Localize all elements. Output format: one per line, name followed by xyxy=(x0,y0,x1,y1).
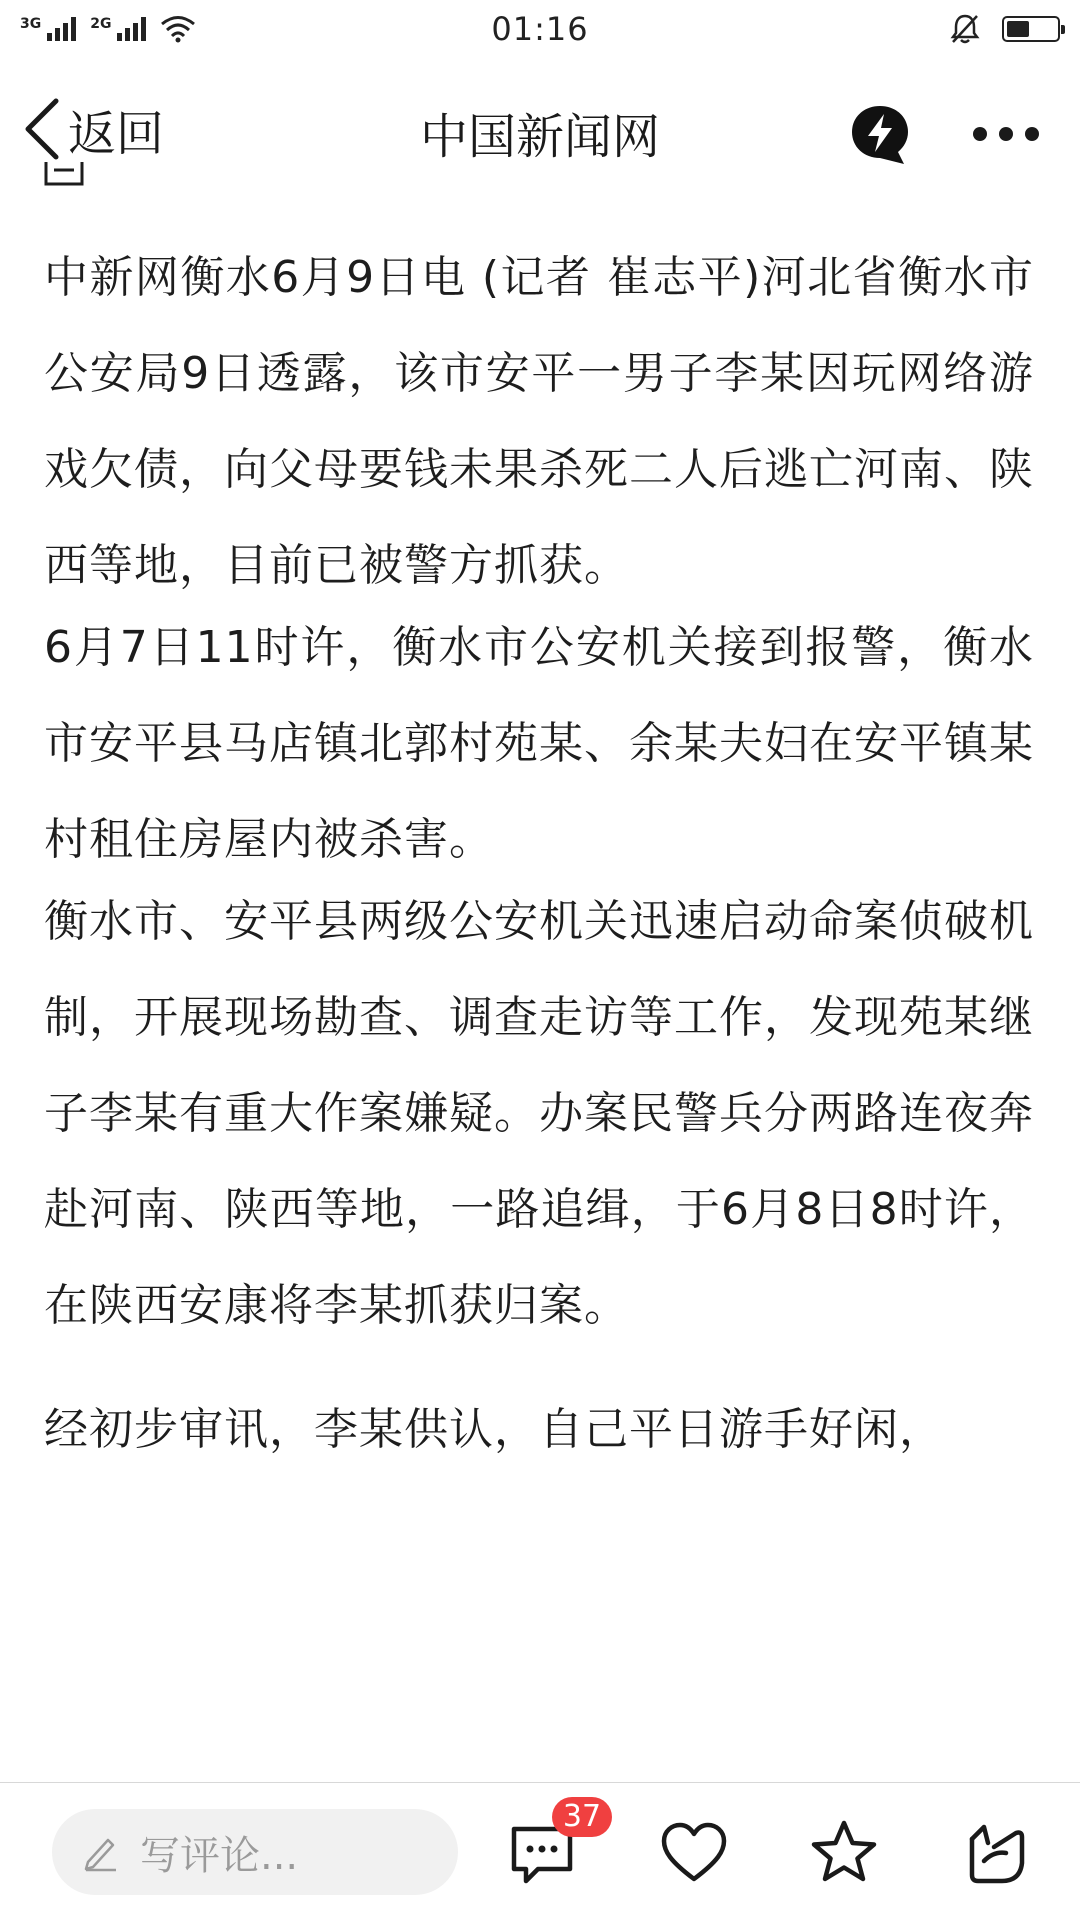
article-paragraph: 经初步审讯，李某供认，自己平日游手好闲， xyxy=(44,1404,944,1455)
back-label: 返回 xyxy=(68,105,165,162)
status-time: 01:16 xyxy=(491,10,589,48)
back-button[interactable] xyxy=(22,94,164,164)
chevron-left-icon xyxy=(22,97,62,161)
article-paragraph: 中新网衡水6月9日电 (记者 崔志平)河北省衡水市公安局9日透露，该市安平一男子李某因玩网络游戏欠债，向父母要钱未果杀死二人后逃亡河南、陕西等地，目前已被警方抓获。 xyxy=(44,252,1034,591)
lightning-chat-icon[interactable] xyxy=(848,102,912,166)
battery-level xyxy=(1007,21,1029,37)
pencil-icon xyxy=(80,1832,120,1872)
share-icon[interactable] xyxy=(958,1817,1030,1889)
battery-icon xyxy=(1002,16,1060,42)
cut-off-text-fragment xyxy=(44,160,84,188)
signal-strength-1-icon xyxy=(20,17,76,41)
wifi-icon xyxy=(160,15,196,43)
notifications-muted-icon xyxy=(950,13,980,45)
article-body xyxy=(44,160,1044,1782)
comment-input[interactable] xyxy=(52,1809,458,1895)
bottom-action-bar xyxy=(0,1782,1080,1920)
comment-count-badge: 37 xyxy=(552,1797,612,1837)
page-title: 中国新闻网 xyxy=(419,109,660,165)
status-bar xyxy=(0,0,1080,58)
network-type-2: 2G xyxy=(90,16,112,32)
article-paragraph: 衡水市、安平县两级公安机关迅速启动命案侦破机制，开展现场勘查、调查走访等工作，发现苑某继子李某有重大作案嫌疑。办案民警兵分两路连夜奔赴河南、陕西等地，一路追缉，于6月8日8时许，在陕西安康将李某抓获归案。 xyxy=(44,896,1034,1331)
signal-strength-2-icon xyxy=(90,17,146,41)
more-options-icon[interactable] xyxy=(970,116,1042,152)
article-paragraph: 6月7日11时许，衡水市公安机关接到报警，衡水市安平县马店镇北郭村苑某、余某夫妇在安平镇某村租住房屋内被杀害。 xyxy=(44,622,1034,865)
signal-indicators xyxy=(20,15,196,43)
network-type-1: 3G xyxy=(20,16,42,32)
comment-placeholder: 写评论... xyxy=(140,1832,299,1879)
star-icon[interactable] xyxy=(808,1817,880,1889)
heart-icon[interactable] xyxy=(658,1817,730,1889)
